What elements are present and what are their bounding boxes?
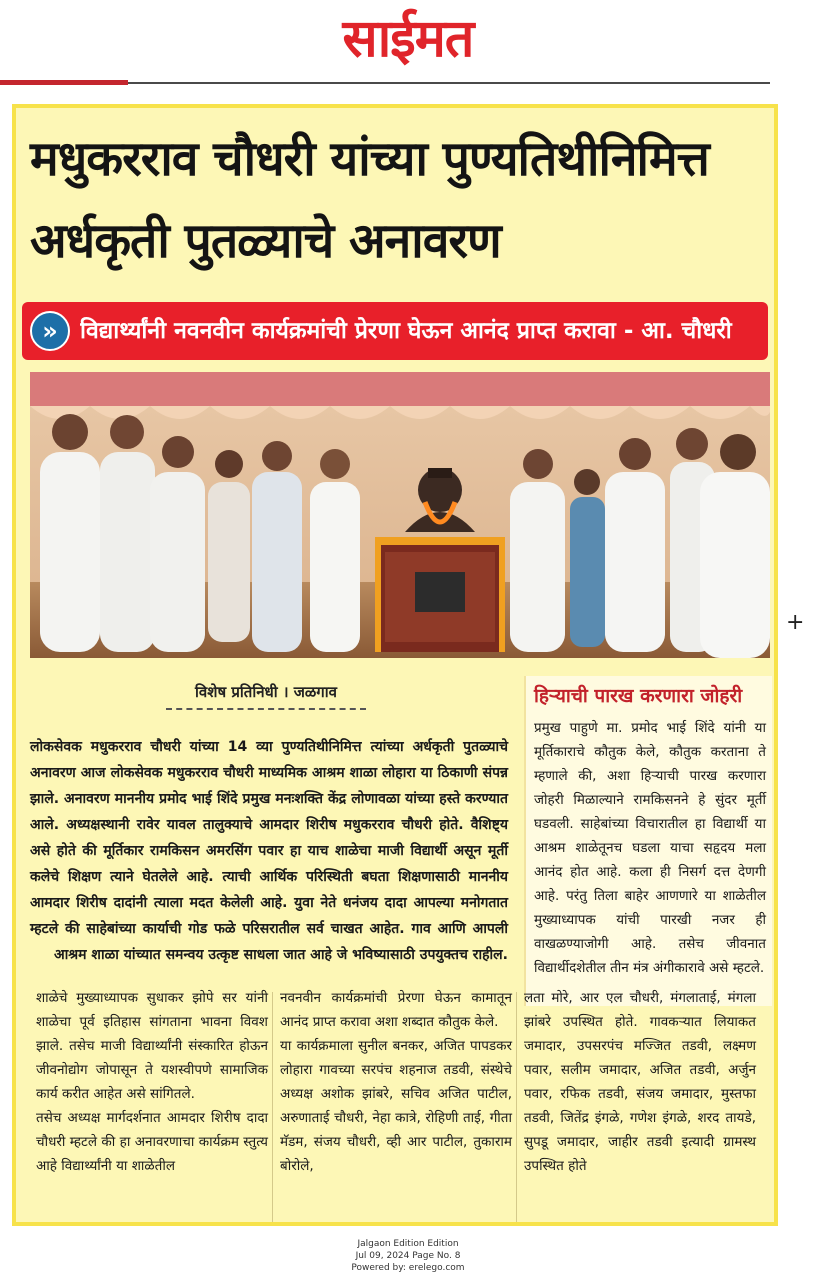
byline: विशेष प्रतिनिधी । जळगाव [166, 682, 366, 710]
sidebar-box-text: प्रमुख पाहुणे मा. प्रमोद भाई शिंदे यांनी या मूर्तिकाराचे कौतुक केले, कौतुक करताना ते म्हणाले की, अशा हिऱ्याची पारख करणारा जोहरी मिळाल्याने रामकिसनने हे सुंदर मूर्ती घडवली. साहेबांच्या विचारातील हा विद्यार्थी या आश्रम शाळेतूनच घडला याचा सहृदय मला आनंद होत आहे. कला ही निसर्ग दत्त देणगी आहे. परंतु तिला बाहेर आणणारे या शाळेतील मुख्याध्यापक यांची पारखी नजर ही वाखळण्याजोगी आहे. तसेच जीवनात विद्यार्थीदशेतील तीन मंत्र अंगीकारावे असे म्हटले. [534, 720, 766, 976]
column-paragraph: शाळेचे मुख्याध्यापक सुधाकर झोपे सर यांनी शाळेचा पूर्व इतिहास सांगताना भावना विवश झाले. तसेच माजी विद्यार्थ्यांनी संस्कारित होऊन जीवनोद्योग जोपासून ते यशस्वीपणे सामाजिक कार्य करीत आहेत असे सांगितले. [36, 990, 268, 1102]
column-divider [272, 992, 273, 1222]
date-page-label: Jul 09, 2024 Page No. 8 [355, 1251, 461, 1261]
masthead-rule-red [0, 80, 128, 85]
plus-icon: + [786, 610, 805, 635]
headline-line-2: अर्धकृती पुतळ्याचे अनावरण [30, 213, 501, 269]
sidebar-box-title: हिऱ्याची पारख करणारा जोहरी [534, 685, 743, 707]
column-divider [516, 992, 517, 1222]
column-paragraph: नवनवीन कार्यक्रमांची प्रेरणा घेऊन कामातून आनंद प्राप्त करावा अशा शब्दात कौतुक केले. [280, 990, 512, 1030]
headline [30, 118, 770, 282]
people-right-group [510, 428, 770, 658]
edition-label: Jalgaon Edition Edition [357, 1239, 459, 1249]
double-chevron-right-icon: » [30, 311, 70, 351]
powered-by-link[interactable]: Powered by: erelego.com [351, 1263, 465, 1273]
column-paragraph: या कार्यक्रमाला सुनील बनकर, अजित पापडकर लोहारा गावच्या सरपंच शहनाज तडवी, संस्थेचे अध्यक्ष अशोक झांबरे, सचिव अजित पाटील, अरुणाताई चौधरी, नेहा कात्रे, रोहिणी ताई, गीता मॅडम, संजय चौधरी, व्ही आर पाटील, तुकाराम बोरोले, [280, 1038, 512, 1174]
column-paragraph: लता मोरे, आर एल चौधरी, मंगलाताई, मंगला झांबरे उपस्थित होते. गावकऱ्यात लियाकत जमादार, उपसरपंच मज्जित तडवी, लक्ष्मण पवार, सलीम जमादार, अजित तडवी, अर्जुन पवार, रफिक तडवी, संजय जमादार, मुस्तफा तडवी, जितेंद्र इंगळे, गणेश इंगळे, शरद तायडे, सुपडू जमादार, जाहीर तडवी इत्यादी ग्रामस्थ उपस्थित होते [524, 990, 756, 1174]
text-column-1 [36, 986, 268, 1178]
news-article [12, 104, 778, 1226]
masthead-rule-grey [128, 82, 770, 84]
lead-paragraph: लोकसेवक मधुकरराव चौधरी यांच्या 14 व्या पुण्यतिथीनिमित्त त्यांच्या अर्धकृती पुतळ्याचे अनावरण आज लोकसेवक मधुकरराव चौधरी माध्यमिक आश्रम शाळा लोहारा या ठिकाणी संपन्न झाले. अनावरण माननीय प्रमोद भाई शिंदे प्रमुख मनःशक्ति केंद्र लोणावळा यांच्या हस्ते करण्यात आले. अध्यक्षस्थानी रावेर यावल तालुक्याचे आमदार शिरीष मधुकरराव चौधरी होते. वैशिष्ट्य असे होते की मूर्तिकार रामकिसन अमरसिंग पवार हा याच शाळेचा माजी विद्यार्थी असून मूर्ती कलेचे शिक्षण त्याने घेतलेले आहे. त्याची आर्थिक परिस्थिती बघता शिक्षणासाठी माननीय आमदार शिरीष दादांनी त्याला मदत केलेली आहे. युवा नेते धनंजय दादा आपल्या मनोगतात म्हटले की साहेबांच्या कार्याची गोड फळे परिसरातील सर्व चाखत आहेत. गाव आणि आपली आश्रम शाळा यांच्यात समन्वय उत्कृष्ट साधला जात आहे जे भविष्यासाठी उपयुक्तच राहील. [30, 739, 508, 963]
text-column-3 [524, 986, 756, 1178]
headline-line-1: मधुकरराव चौधरी यांच्या पुण्यतिथीनिमित्त [30, 131, 709, 187]
page-footer [300, 1238, 516, 1274]
column-paragraph: तसेच अध्यक्ष मार्गदर्शनात आमदार शिरीष दादा चौधरी म्हटले की हा अनावरणाचा कार्यक्रम स्तुत्य आहे विद्यार्थ्यांनी या शाळेतील [36, 1110, 268, 1174]
masthead [0, 0, 816, 92]
newspaper-logo: साईमत [342, 8, 474, 69]
statue-unveiling-photo [30, 372, 770, 658]
subheadline-bar [22, 302, 768, 360]
subheadline-text: विद्यार्थ्यांनी नवनवीन कार्यक्रमांची प्रेरणा घेऊन आनंद प्राप्त करावा - आ. चौधरी [80, 318, 732, 344]
text-column-2 [280, 986, 512, 1178]
sidebar-box [524, 676, 772, 1006]
event-photo [30, 372, 770, 658]
